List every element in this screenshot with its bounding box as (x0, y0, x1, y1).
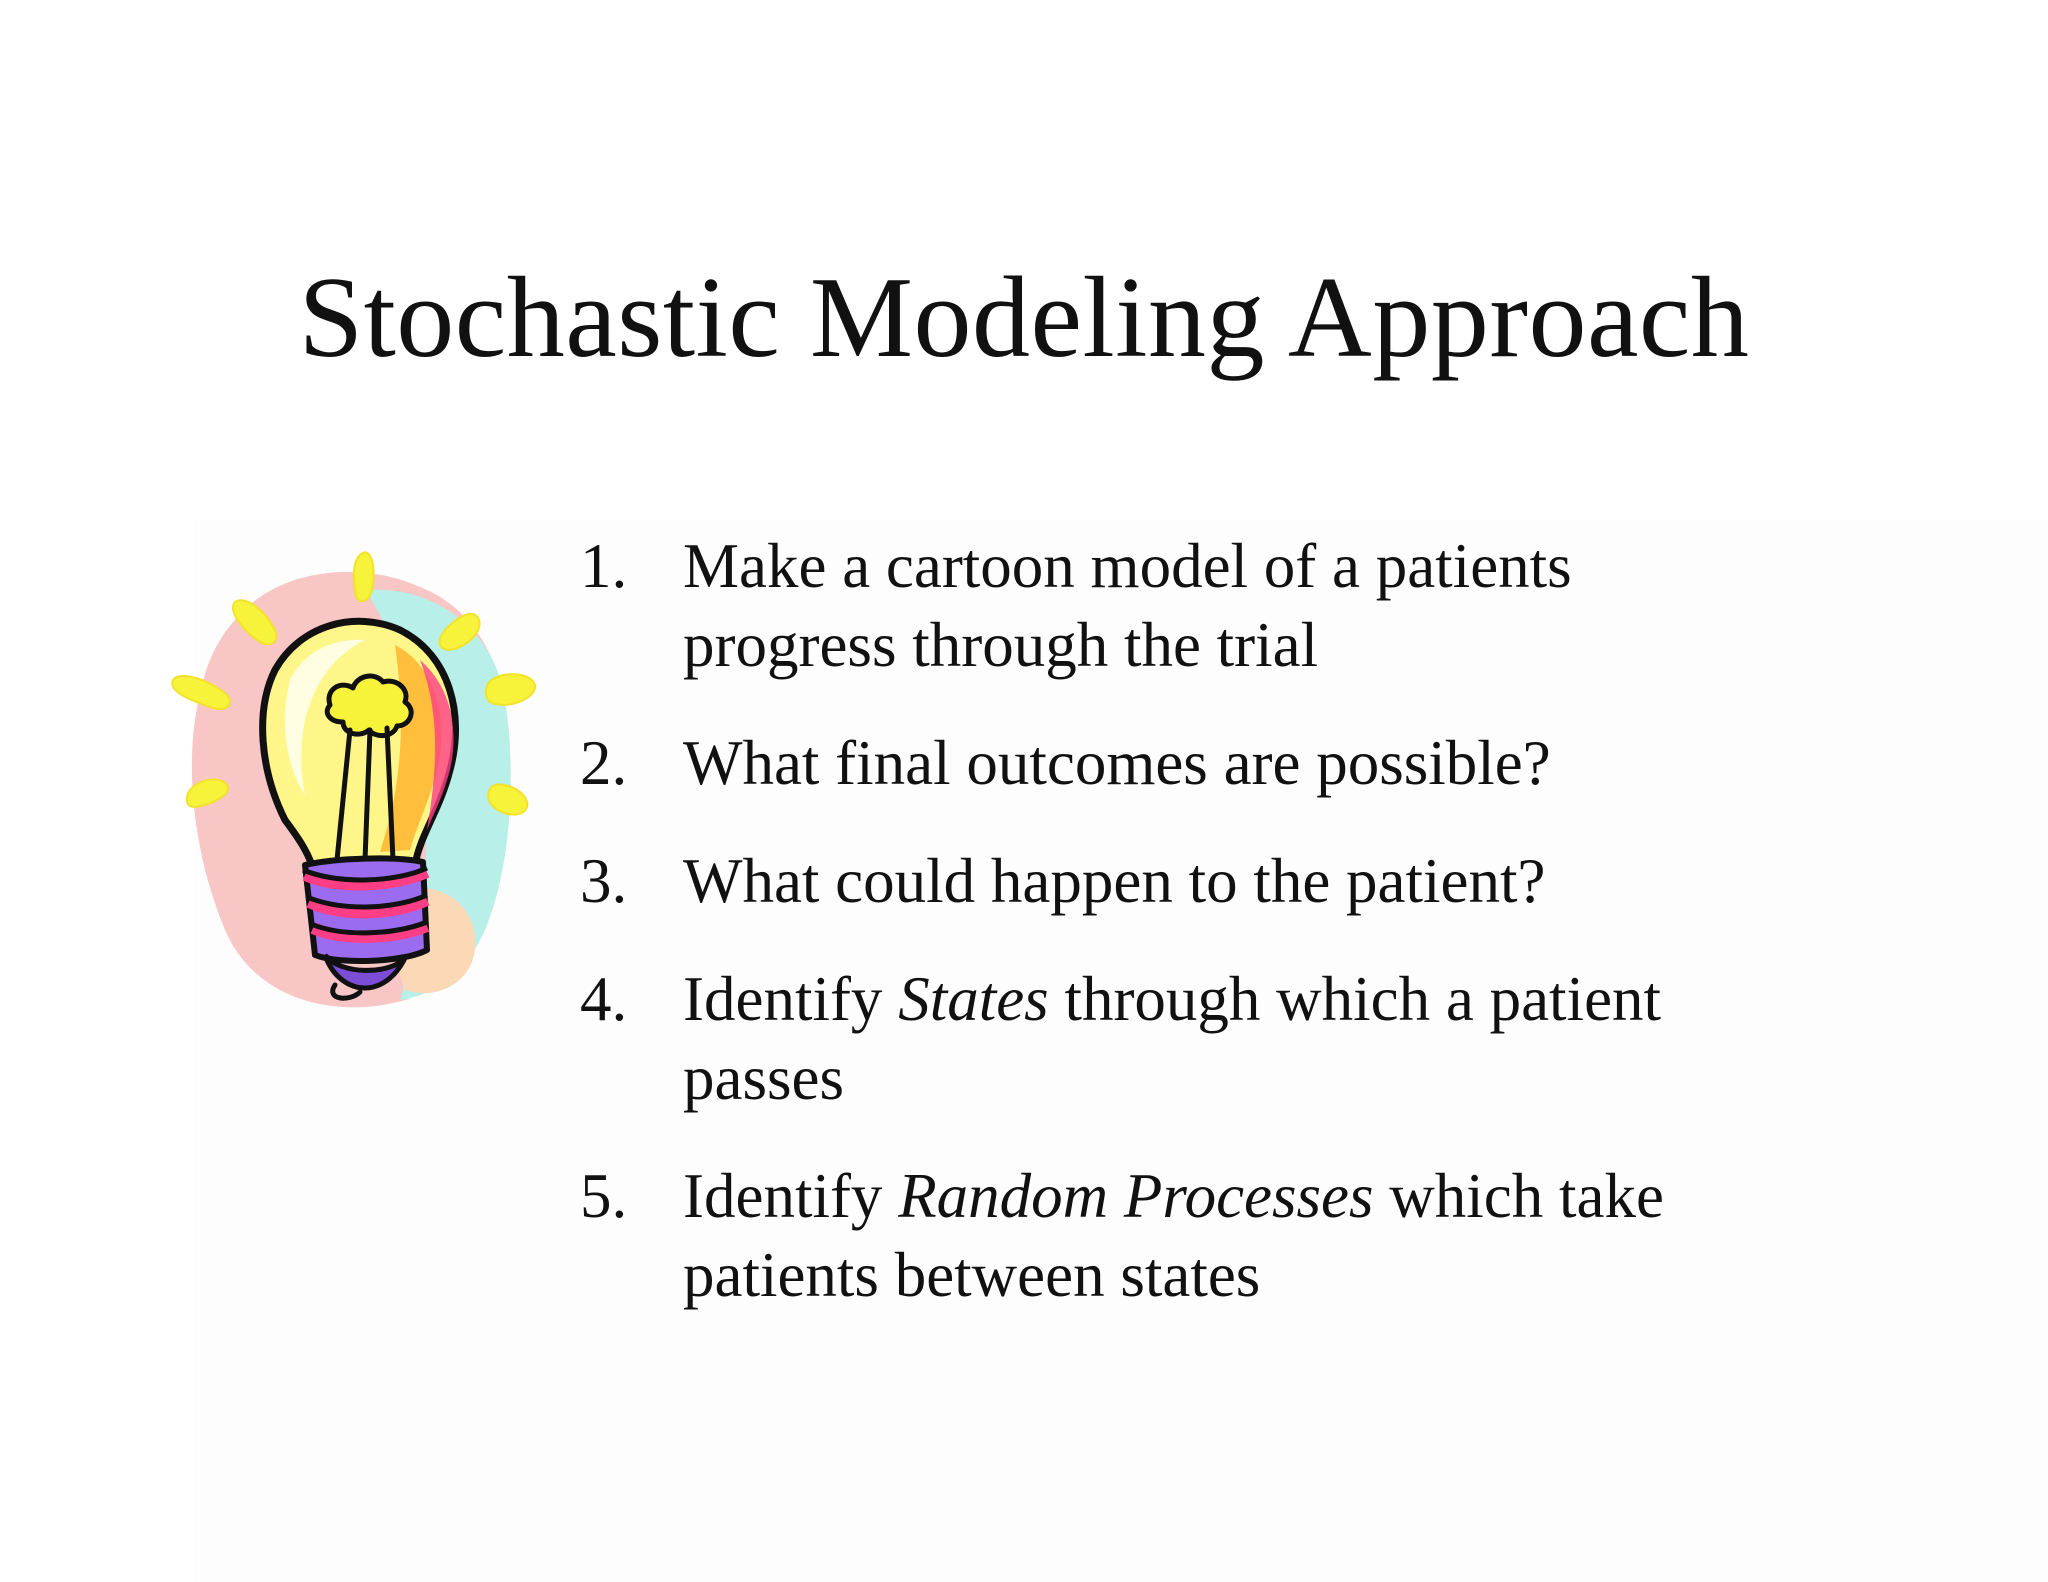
list-text-end: which take patients between states (683, 1161, 1664, 1310)
list-number: 3. (580, 846, 628, 916)
list-item (580, 527, 1780, 685)
list-item (580, 724, 1780, 803)
list-text-start: Identify (683, 964, 899, 1034)
lightbulb-icon (165, 530, 545, 1010)
list-text-start: Identify (683, 1161, 899, 1231)
list-number: 2. (580, 728, 628, 798)
list-text (683, 964, 1661, 1113)
list-text-emphasis: States (898, 964, 1049, 1034)
list-item (580, 960, 1780, 1118)
list-number: 4. (580, 964, 628, 1034)
list-text: Make a cartoon model of a patients progress through the trial (683, 531, 1572, 680)
slide-title: Stochastic Modeling Approach (298, 254, 1750, 382)
list-item (580, 842, 1780, 921)
list-number: 1. (580, 531, 628, 601)
list-number: 5. (580, 1161, 628, 1231)
list-text: What could happen to the patient? (683, 846, 1546, 916)
steps-list (580, 527, 1780, 1354)
list-text: What final outcomes are possible? (683, 728, 1551, 798)
list-text-end: through which a patient passes (683, 964, 1662, 1113)
list-text (683, 1161, 1664, 1310)
list-item (580, 1157, 1780, 1315)
list-text-emphasis: Random Processes (898, 1161, 1374, 1231)
